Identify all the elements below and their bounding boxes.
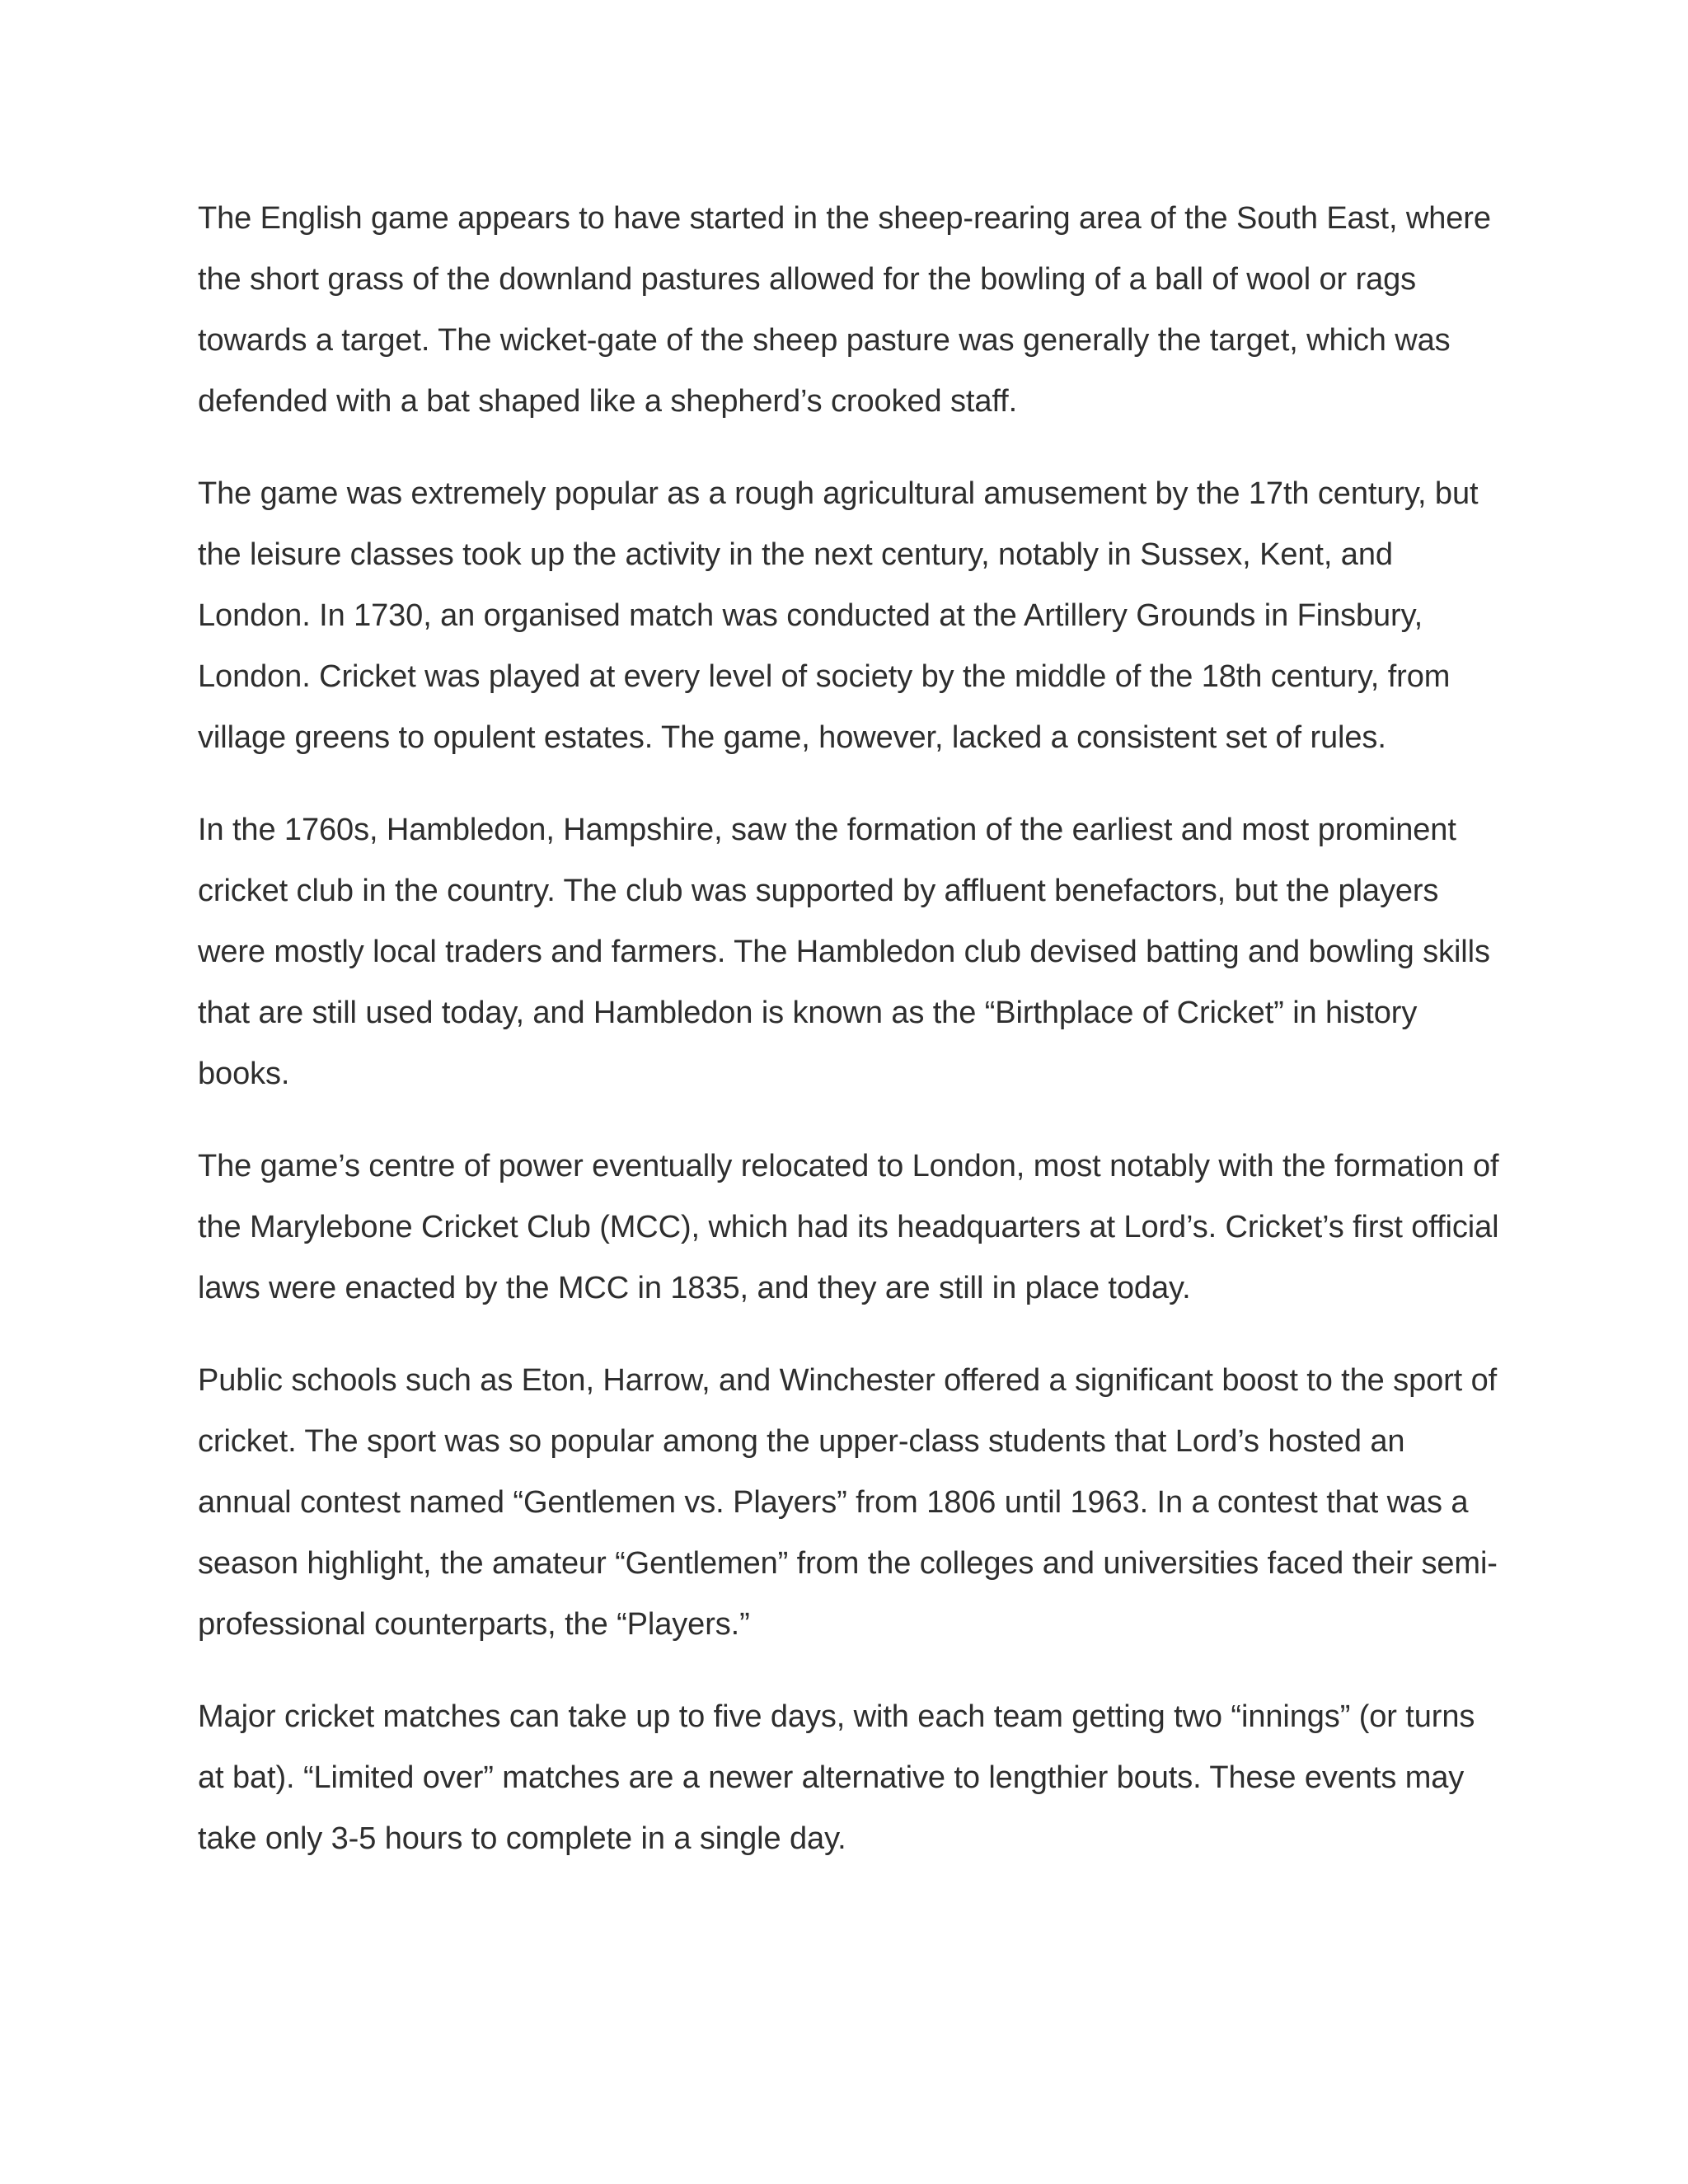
paragraph-popularity: The game was extremely popular as a rough agricultural amusement by the 17th century, but the leisure classes took up the activity in the next century, notably in Sussex, Kent, and London. In 1730, an organised match was conducted at the Artillery Grounds in Finsbury, London. Cricket was played at every level of society by the middle of the 18th century, from village greens to opulent estates. The game, however, lacked a consistent set of rules. xyxy=(198,476,1479,755)
document-body xyxy=(198,188,1500,1900)
paragraph-hambledon: In the 1760s, Hambledon, Hampshire, saw the formation of the earliest and most prominent cricket club in the country. The club was supported by affluent benefactors, but the players were mostly local traders and farmers. The Hambledon club devised batting and bowling skills that are still used today, and Hambledon is known as the “Birthplace of Cricket” in history books. xyxy=(198,813,1490,1091)
paragraph-public-schools: Public schools such as Eton, Harrow, and Winchester offered a significant boost to the sport of cricket. The sport was so popular among the upper-class students that Lord’s hosted an annual contest named “Gentlemen vs. Players” from 1806 until 1963. In a contest that was a season highlight, the amateur “Gentlemen” from the colleges and universities faced their semi-professional counterparts, the “Players.” xyxy=(198,1363,1498,1642)
paragraph-origins: The English game appears to have started in the sheep-rearing area of the South East, where the short grass of the downland pastures allowed for the bowling of a ball of wool or rags towards a target. The wicket-gate of the sheep pasture was generally the target, which was defended with a bat shaped like a shepherd’s crooked staff. xyxy=(198,201,1491,419)
paragraph-mcc: The game’s centre of power eventually relocated to London, most notably with the formation of the Marylebone Cricket Club (MCC), which had its headquarters at Lord’s. Cricket’s first official laws were enacted by the MCC in 1835, and they are still in place today. xyxy=(198,1149,1499,1305)
paragraph-match-formats: Major cricket matches can take up to five days, with each team getting two “innings” (or turns at bat). “Limited over” matches are a newer alternative to lengthier bouts. These events may take only 3-5 hours to complete in a single day. xyxy=(198,1699,1475,1856)
